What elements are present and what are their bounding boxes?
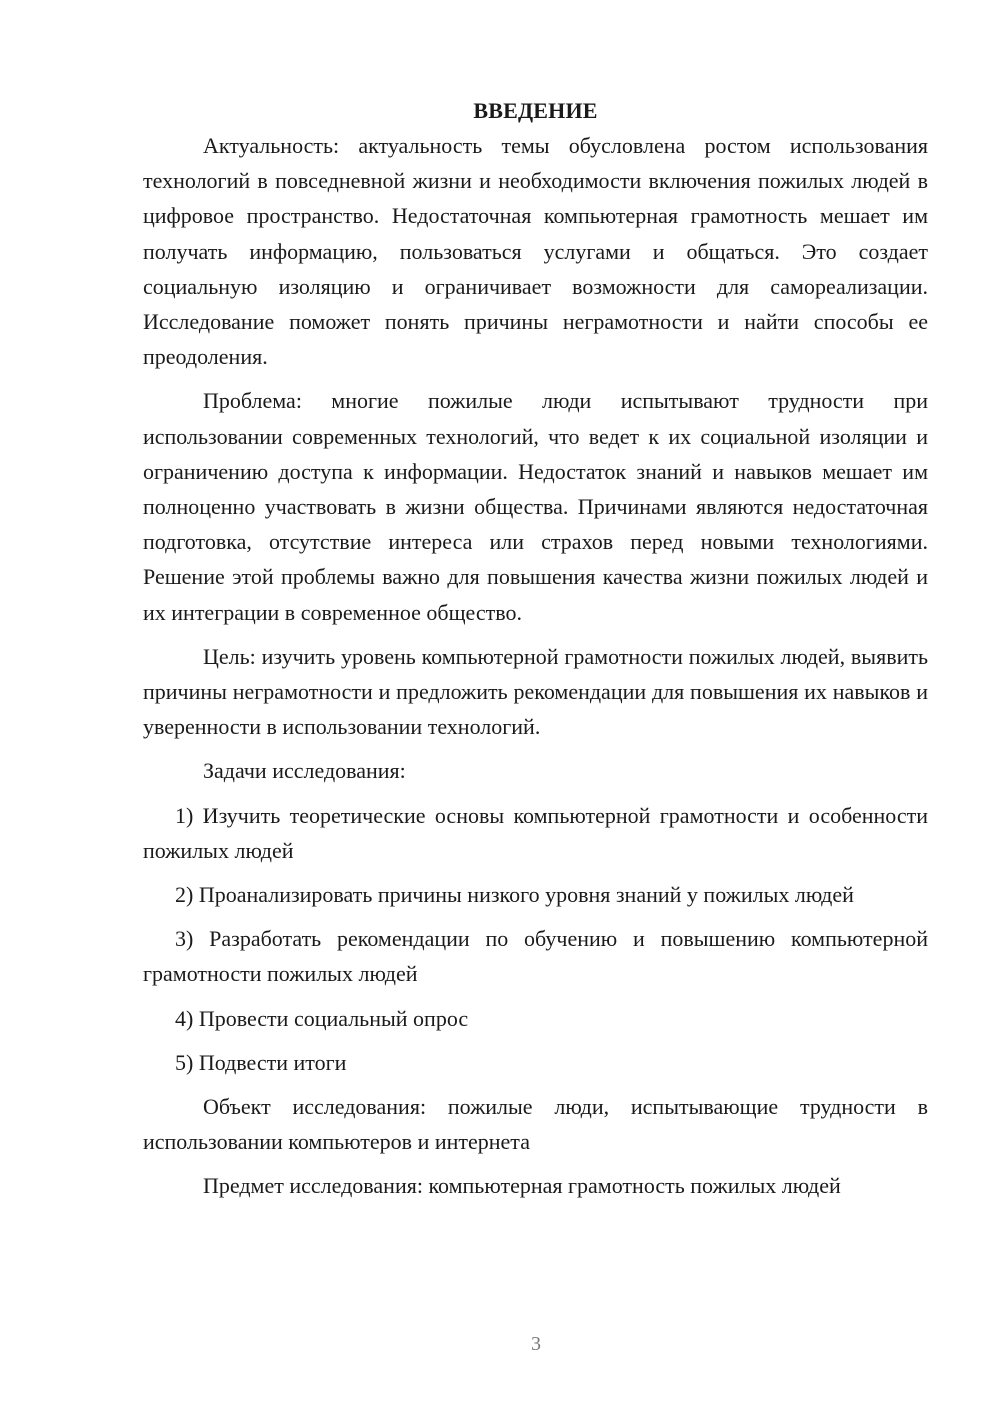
page-title: ВВЕДЕНИЕ bbox=[473, 98, 598, 123]
task-item-4: 4) Провести социальный опрос bbox=[175, 1005, 469, 1031]
task-item-2: 2) Проанализировать причины низкого уровня знаний у пожилых людей bbox=[175, 882, 854, 908]
document-page bbox=[143, 94, 928, 1213]
tasks-heading: Задачи исследования: bbox=[203, 758, 406, 784]
goal-paragraph: Цель: изучить уровень компьютерной грамотности пожилых людей, выявить причины неграмотности и предложить рекомендации для повышения их навыков и уверенности в использовании технологий. bbox=[143, 643, 928, 740]
subject-paragraph: Предмет исследования: компьютерная грамотность пожилых людей bbox=[203, 1173, 841, 1199]
object-paragraph: Объект исследования: пожилые люди, испытывающие трудности в использовании компьютеров и интернета bbox=[143, 1094, 928, 1155]
task-item-5: 5) Подвести итоги bbox=[175, 1049, 347, 1075]
task-item-3: 3) Разработать рекомендации по обучению и повышению компьютерной грамотности пожилых людей bbox=[143, 926, 928, 987]
task-item-1: 1) Изучить теоретические основы компьютерной грамотности и особенности пожилых людей bbox=[143, 802, 928, 863]
relevance-paragraph: Актуальность: актуальность темы обусловлена ростом использования технологий в повседневной жизни и необходимости включения пожилых людей в цифровое пространство. Недостаточная компьютерная грамотность мешает им получать информацию, пользоваться услугами и общаться. Это создает социальную изоляцию и ограничивает возможности для самореализации. Исследование поможет понять причины неграмотности и найти способы ее преодоления. bbox=[143, 133, 928, 370]
problem-paragraph: Проблема: многие пожилые люди испытывают трудности при использовании современных технологий, что ведет к их социальной изоляции и ограничению доступа к информации. Недостаток знаний и навыков мешает им полноценно участвовать в жизни общества. Причинами являются недостаточная подготовка, отсутствие интереса или страхов перед новыми технологиями. Решение этой проблемы важно для повышения качества жизни пожилых людей и их интеграции в современное общество. bbox=[143, 388, 928, 625]
page-number: 3 bbox=[531, 1333, 541, 1355]
